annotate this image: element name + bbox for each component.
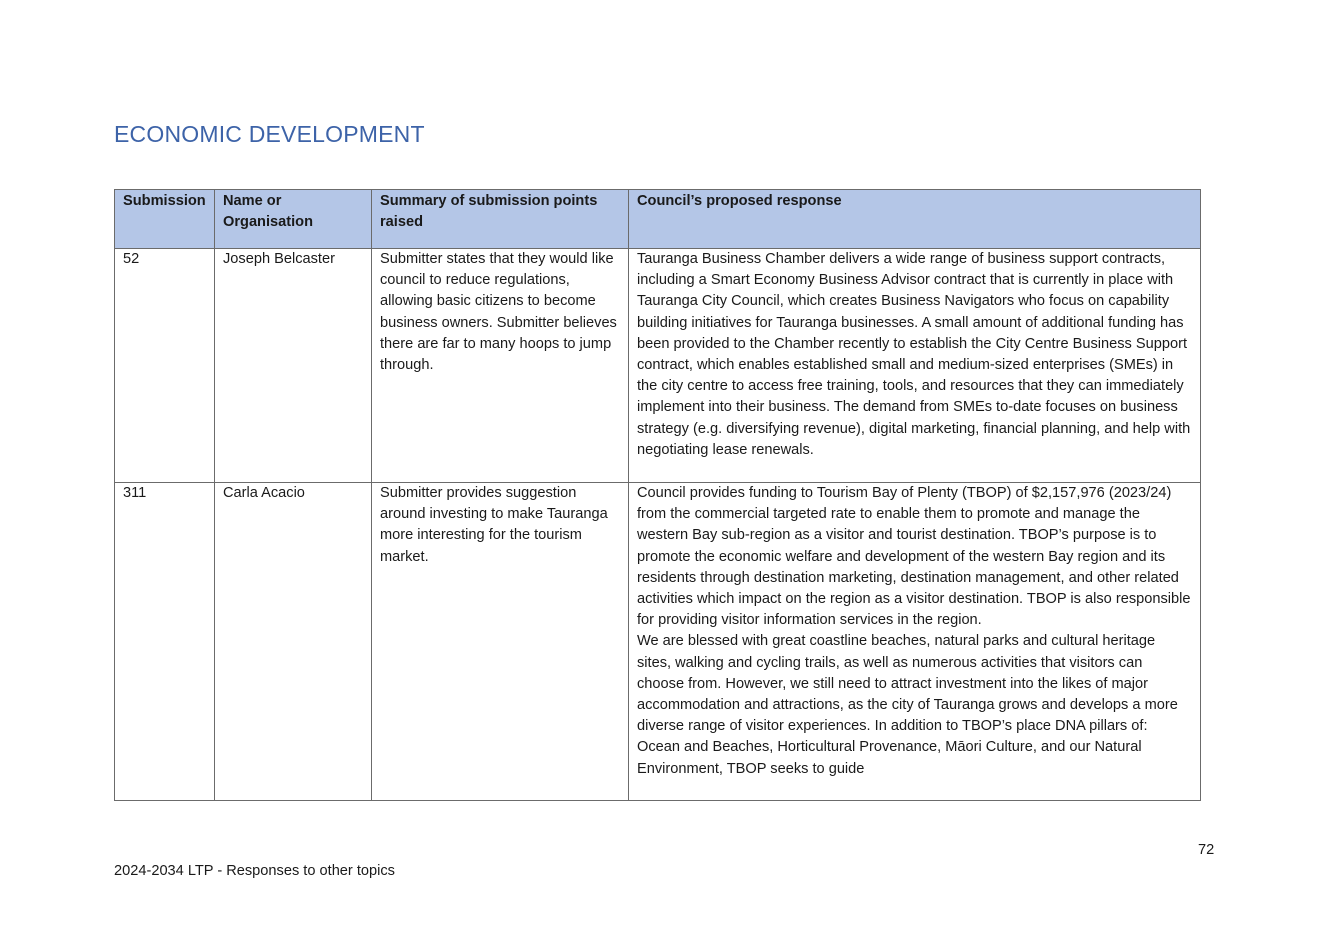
submission-summary-text: Submitter provides suggestion around investing to make Tauranga more interesting for the tourism market. [380, 485, 608, 565]
header-summary: Summary of submission points raised [372, 190, 629, 249]
submitter-name-text: Carla Acacio [223, 485, 305, 501]
header-submission: Submission [115, 190, 215, 249]
page-footer: 2024-2034 LTP - Responses to other topics [114, 863, 395, 879]
submitter-name [215, 483, 372, 801]
response-paragraph: Tauranga Business Chamber delivers a wide range of business support contracts, including a Smart Economy Business Advisor contract that is currently in place with Tauranga City Council, which creates Business Navigators who focus on capability building initiatives for Tauranga businesses. A small amount of additional funding has been provided to the Chamber recently to establish the City Centre Business Support contract, which enables established small and medium-sized enterprises (SMEs) in the city centre to access free training, tools, and resources that they can immediately implement into their business. The demand from SMEs to-date focuses on business strategy (e.g. diversifying revenue), digital marketing, financial planning, and help with negotiating lease renewals. [637, 251, 1191, 458]
submission-number [115, 249, 215, 483]
submission-summary [372, 249, 629, 483]
header-name-or-organisation: Name or Organisation [215, 190, 372, 249]
submission-summary [372, 483, 629, 801]
table-header-row [115, 190, 1201, 249]
council-response [629, 483, 1201, 801]
council-response [629, 249, 1201, 483]
table-row [115, 483, 1201, 801]
response-paragraph: Council provides funding to Tourism Bay of Plenty (TBOP) of $2,157,976 (2023/24) from the commercial targeted rate to enable them to promote and manage the western Bay sub-region as a visitor and tourist destination. TBOP’s purpose is to promote the economic welfare and development of the western Bay region and its residents through destination marketing, destination management, and other related activities which impact on the region as a visitor destination. TBOP is also responsible for providing visitor information services in the region. [637, 485, 1191, 629]
submissions-table [114, 189, 1201, 801]
page-number: 72 [1198, 842, 1215, 858]
section-heading: ECONOMIC DEVELOPMENT [114, 121, 425, 147]
header-council-response: Council’s proposed response [629, 190, 1201, 249]
submission-number [115, 483, 215, 801]
submission-number-text: 311 [123, 485, 147, 501]
table-row [115, 249, 1201, 483]
submission-summary-text: Submitter states that they would like council to reduce regulations, allowing basic citizens to become business owners. Submitter believes there are far to many hoops to jump through. [380, 251, 617, 374]
response-paragraph: We are blessed with great coastline beaches, natural parks and cultural heritage sites, walking and cycling trails, as well as numerous activities that visitors can choose from. However, we still need to attract investment into the likes of major accommodation and attractions, as the city of Tauranga grows and develops a more diverse range of visitor experiences. In addition to TBOP’s place DNA pillars of: Ocean and Beaches, Horticultural Provenance, Māori Culture, and our Natural Environment, TBOP seeks to guide [637, 633, 1178, 777]
submitter-name [215, 249, 372, 483]
submitter-name-text: Joseph Belcaster [223, 251, 335, 267]
submission-number-text: 52 [123, 251, 140, 267]
